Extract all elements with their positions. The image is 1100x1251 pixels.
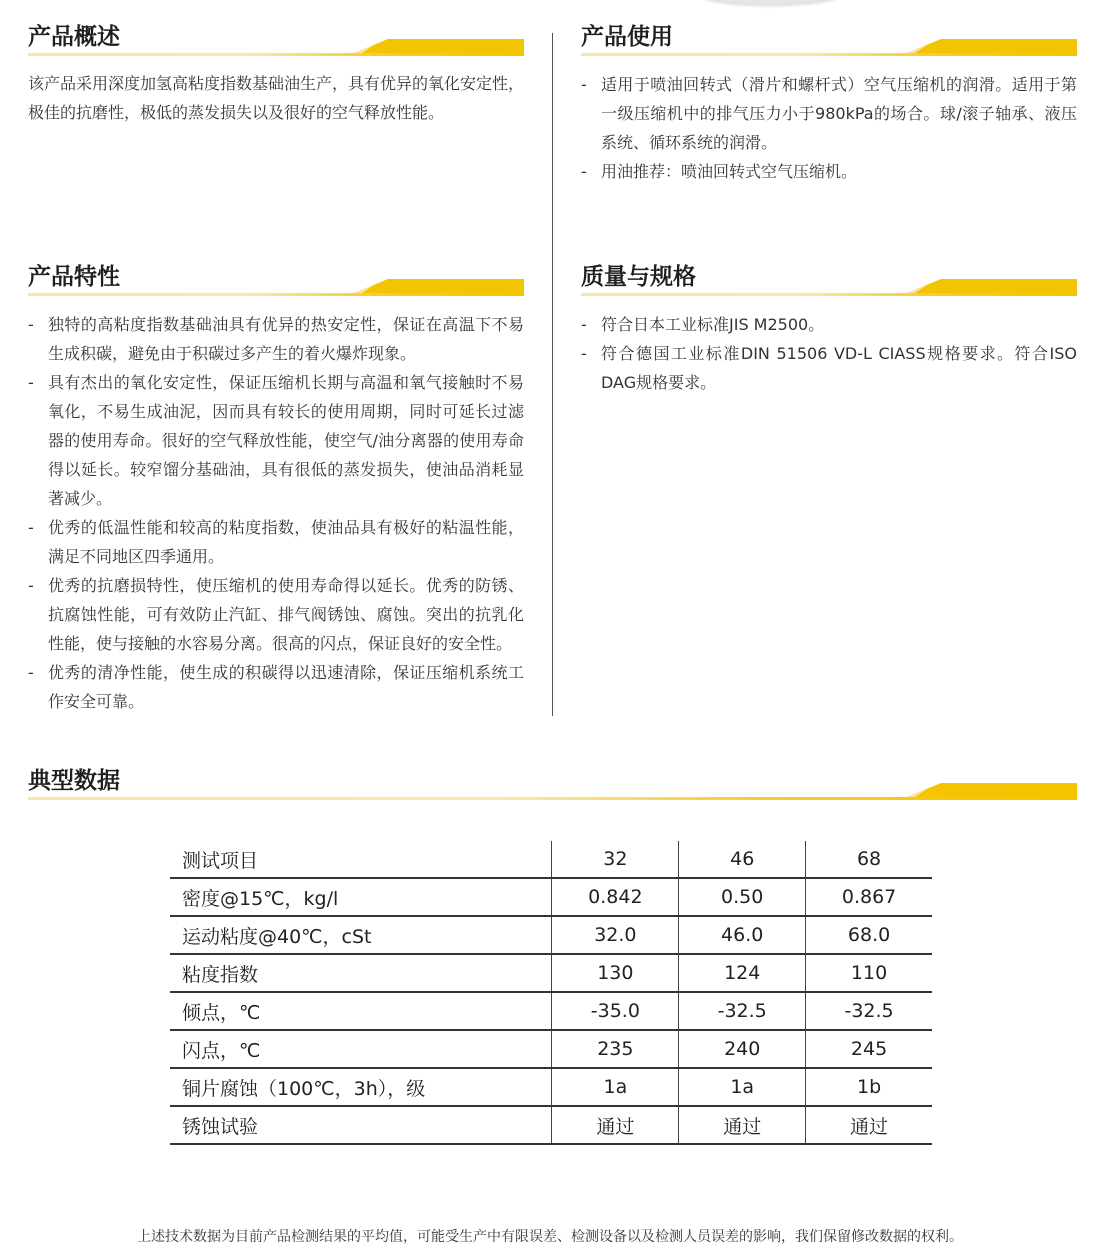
table-cell: 68.0: [806, 916, 932, 954]
table-header-row: [170, 841, 932, 878]
table-cell: 1a: [552, 1068, 679, 1106]
quality-section: [581, 262, 1077, 397]
table-cell: 124: [679, 954, 806, 992]
table-cell: 运动粘度@40℃，cSt: [170, 916, 552, 954]
table-cell: 46.0: [679, 916, 806, 954]
header-accent-flag: [907, 39, 1077, 53]
header-accent-bar: [28, 797, 1077, 800]
table-cell: 0.842: [552, 878, 679, 916]
usage-item: - 适用于喷油回转式（滑片和螺杆式）空气压缩机的润滑。适用于第一级压缩机中的排气压力小于980kPa的场合。球/滚子轴承、液压系统、循环系统的润滑。: [581, 70, 1077, 157]
table-cell: 235: [552, 1030, 679, 1068]
table-cell: -35.0: [552, 992, 679, 1030]
quality-header: [581, 262, 1077, 296]
header-accent-bar: [28, 53, 524, 56]
feature-item: - 优秀的清净性能，使生成的积碳得以迅速清除，保证压缩机系统工作安全可靠。: [28, 658, 524, 716]
features-list: [28, 310, 524, 716]
usage-section: [581, 22, 1077, 186]
table-row: [170, 1106, 932, 1144]
quality-title: 质量与规格: [581, 264, 696, 290]
table-cell: 通过: [552, 1106, 679, 1144]
usage-title: 产品使用: [581, 24, 673, 50]
table-row: [170, 1030, 932, 1068]
table-row: [170, 916, 932, 954]
table-header-cell: 46: [679, 841, 806, 878]
table-cell: 1b: [806, 1068, 932, 1106]
feature-item: - 优秀的低温性能和较高的粘度指数，使油品具有极好的粘温性能，满足不同地区四季通用。: [28, 513, 524, 571]
table-row: [170, 1068, 932, 1106]
table-cell: -32.5: [679, 992, 806, 1030]
header-accent-flag: [354, 279, 524, 293]
table-cell: 110: [806, 954, 932, 992]
typical-data-table: [170, 841, 932, 1145]
table-row: [170, 954, 932, 992]
overview-header: [28, 22, 524, 56]
feature-item: - 具有杰出的氧化安定性，保证压缩机长期与高温和氧气接触时不易氧化，不易生成油泥，因而具有较长的使用周期，同时可延长过滤器的使用寿命。很好的空气释放性能，使空气/油分离器的使用寿命得以延长。较窄馏分基础油，具有很低的蒸发损失，使油品消耗显著减少。: [28, 368, 524, 513]
table-row: [170, 992, 932, 1030]
features-header: [28, 262, 524, 296]
header-accent-flag: [354, 39, 524, 53]
table-header-cell: 68: [806, 841, 932, 878]
quality-item: - 符合德国工业标准DIN 51506 VD-L CIASS规格要求。符合ISO DAG规格要求。: [581, 339, 1077, 397]
quality-item: - 符合日本工业标准JIS M2500。: [581, 310, 1077, 339]
overview-title: 产品概述: [28, 24, 120, 50]
table-cell: 闪点，℃: [170, 1030, 552, 1068]
table-cell: 0.50: [679, 878, 806, 916]
quality-list: [581, 310, 1077, 397]
header-accent-bar: [28, 293, 524, 296]
table-cell: 密度@15℃，kg/l: [170, 878, 552, 916]
typical-title: 典型数据: [28, 768, 120, 794]
table-cell: 0.867: [806, 878, 932, 916]
table-cell: 通过: [679, 1106, 806, 1144]
header-accent-flag: [907, 783, 1077, 797]
top-decoration: [700, 0, 840, 4]
table-header-cell: 测试项目: [182, 849, 259, 872]
table-cell: 1a: [679, 1068, 806, 1106]
table-row: [170, 878, 932, 916]
table-cell: 铜片腐蚀（100℃，3h），级: [170, 1068, 552, 1106]
table-cell: 锈蚀试验: [170, 1106, 552, 1144]
feature-item: - 优秀的抗磨损特性，使压缩机的使用寿命得以延长。优秀的防锈、抗腐蚀性能，可有效防止汽缸、排气阀锈蚀、腐蚀。突出的抗乳化性能，使与接触的水容易分离。很高的闪点，保证良好的安全性。: [28, 571, 524, 658]
table-cell: 通过: [806, 1106, 932, 1144]
column-divider: [552, 33, 553, 716]
usage-item: - 用油推荐：喷油回转式空气压缩机。: [581, 157, 1077, 186]
table-cell: 倾点，℃: [170, 992, 552, 1030]
table-cell: 130: [552, 954, 679, 992]
feature-item: - 独特的高粘度指数基础油具有优异的热安定性，保证在高温下不易生成积碳，避免由于积碳过多产生的着火爆炸现象。: [28, 310, 524, 368]
typical-header: [28, 766, 1077, 800]
table-cell: 32.0: [552, 916, 679, 954]
table-cell: -32.5: [806, 992, 932, 1030]
features-section: [28, 262, 524, 716]
table-cell: 粘度指数: [170, 954, 552, 992]
usage-header: [581, 22, 1077, 56]
table-cell: 240: [679, 1030, 806, 1068]
table-cell: 245: [806, 1030, 932, 1068]
header-accent-bar: [581, 293, 1077, 296]
overview-section: [28, 22, 524, 127]
overview-text: 该产品采用深度加氢高粘度指数基础油生产，具有优异的氧化安定性，极佳的抗磨性，极低的蒸发损失以及很好的空气释放性能。: [28, 74, 525, 122]
disclaimer-footnote: 上述技术数据为目前产品检测结果的平均值，可能受生产中有限误差、检测设备以及检测人员误差的影响，我们保留修改数据的权利。: [137, 1229, 963, 1245]
typical-section: [28, 766, 1077, 800]
usage-list: [581, 70, 1077, 186]
features-title: 产品特性: [28, 264, 120, 290]
header-accent-bar: [581, 53, 1077, 56]
header-accent-flag: [907, 279, 1077, 293]
table-header-cell: 32: [552, 841, 679, 878]
